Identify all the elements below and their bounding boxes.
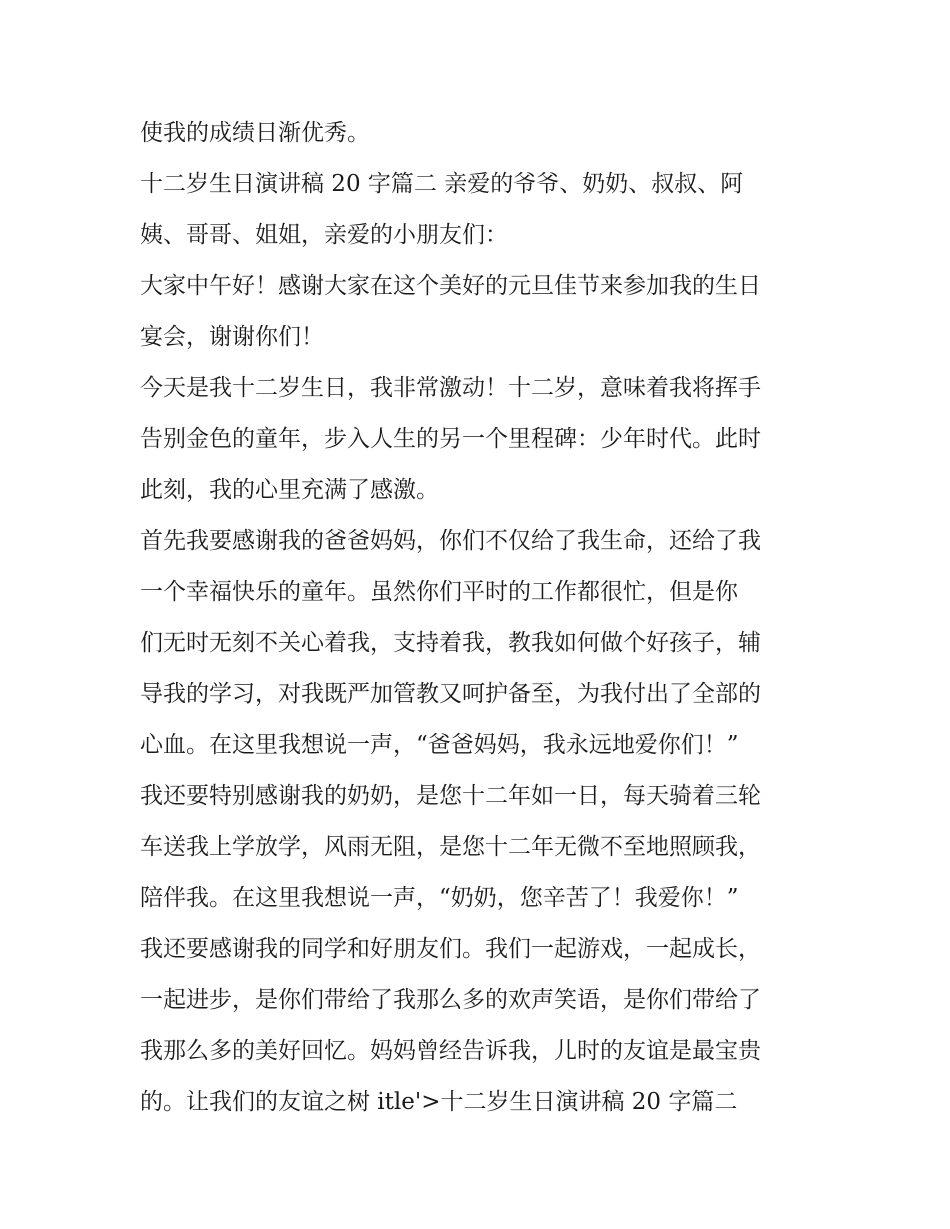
text-line: 首先我要感谢我的爸爸妈妈，你们不仅给了我生命，还给了我: [140, 528, 761, 554]
text-line: 心血。在这里我想说一声，“爸爸妈妈，我永远地爱你们！”: [140, 732, 739, 758]
text-line: 导我的学习，对我既严加管教又呵护备至，为我付出了全部的: [140, 681, 761, 707]
text-line: 今天是我十二岁生日，我非常激动！十二岁，意味着我将挥手: [140, 375, 761, 401]
text-line: 我那么多的美好回忆。妈妈曾经告诉我，儿时的友谊是最宝贵: [140, 1038, 761, 1064]
text-line: 十二岁生日演讲稿 20 字篇二 亲爱的爷爷、奶奶、叔叔、阿: [140, 171, 744, 197]
text-line: 此刻，我的心里充满了感激。: [140, 477, 439, 503]
text-line: 宴会，谢谢你们！: [140, 324, 324, 350]
text-line: 一起进步，是你们带给了我那么多的欢声笑语，是你们带给了: [140, 987, 761, 1013]
text-line: 一个幸福快乐的童年。虽然你们平时的工作都很忙，但是你: [140, 579, 738, 605]
text-line: 告别金色的童年，步入人生的另一个里程碑：少年时代。此时: [140, 426, 761, 452]
text-line: 姨、哥哥、姐姐，亲爱的小朋友们：: [140, 222, 508, 248]
text-line: 我还要特别感谢我的奶奶，是您十二年如一日，每天骑着三轮: [140, 783, 761, 809]
text-line: 陪伴我。在这里我想说一声，“奶奶，您辛苦了！我爱你！”: [140, 885, 739, 911]
text-line: 大家中午好！感谢大家在这个美好的元旦佳节来参加我的生日: [140, 273, 761, 299]
text-line: 我还要感谢我的同学和好朋友们。我们一起游戏，一起成长，: [140, 936, 761, 962]
text-line: 的。让我们的友谊之树 itle'>十二岁生日演讲稿 20 字篇二: [140, 1089, 738, 1115]
text-line: 们无时无刻不关心着我，支持着我，教我如何做个好孩子，辅: [140, 630, 761, 656]
text-line: 车送我上学放学，风雨无阻，是您十二年无微不至地照顾我，: [140, 834, 761, 860]
text-line: 使我的成绩日渐优秀。: [140, 120, 370, 146]
document-body: [140, 108, 820, 1128]
